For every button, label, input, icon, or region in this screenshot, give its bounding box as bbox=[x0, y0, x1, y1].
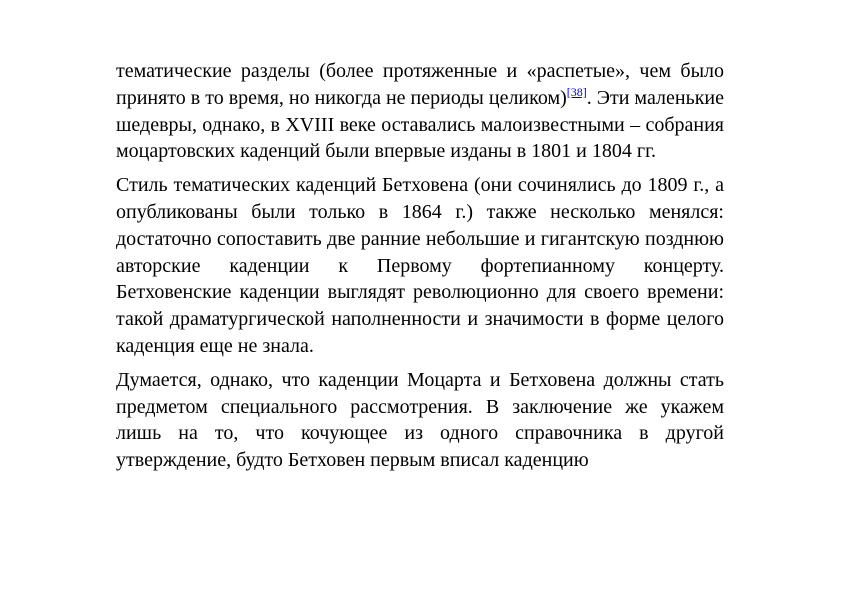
paragraph-1-text-before: тематические разделы (более протяженные и «распетые», чем было принято в то время, но никогда не периоды целиком) bbox=[116, 60, 724, 109]
paragraph-1-text-after: . Эти маленькие шедевры, однако, в XVIII веке оставались малоизвестными – собрания моцартовских каденций были впервые изданы в 1801 и 1804 гг. bbox=[116, 86, 724, 163]
body-text bbox=[116, 58, 724, 481]
paragraph-2: Стиль тематических каденций Бетховена (они сочинялись до 1809 г., а опубликованы были только в 1864 г.) также несколько менялся: достаточно сопоставить две ранние небольшие и гигантскую позднюю авторские каденции к Первому фортепианному концерту. Бетховенские каденции выглядят революционно для своего времени: такой драматургической наполненности и значимости в форме целого каденция еще не знала. bbox=[116, 174, 724, 357]
paragraph-3: Думается, однако, что каденции Моцарта и Бетховена должны стать предметом специального рассмотрения. В заключение же укажем лишь на то, что кочующее из одного справочника в другой утверждение, будто Бетховен первым вписал каденцию bbox=[116, 368, 724, 472]
paragraph-1 bbox=[116, 58, 724, 165]
footnote-link-38[interactable]: [38] bbox=[566, 84, 587, 99]
